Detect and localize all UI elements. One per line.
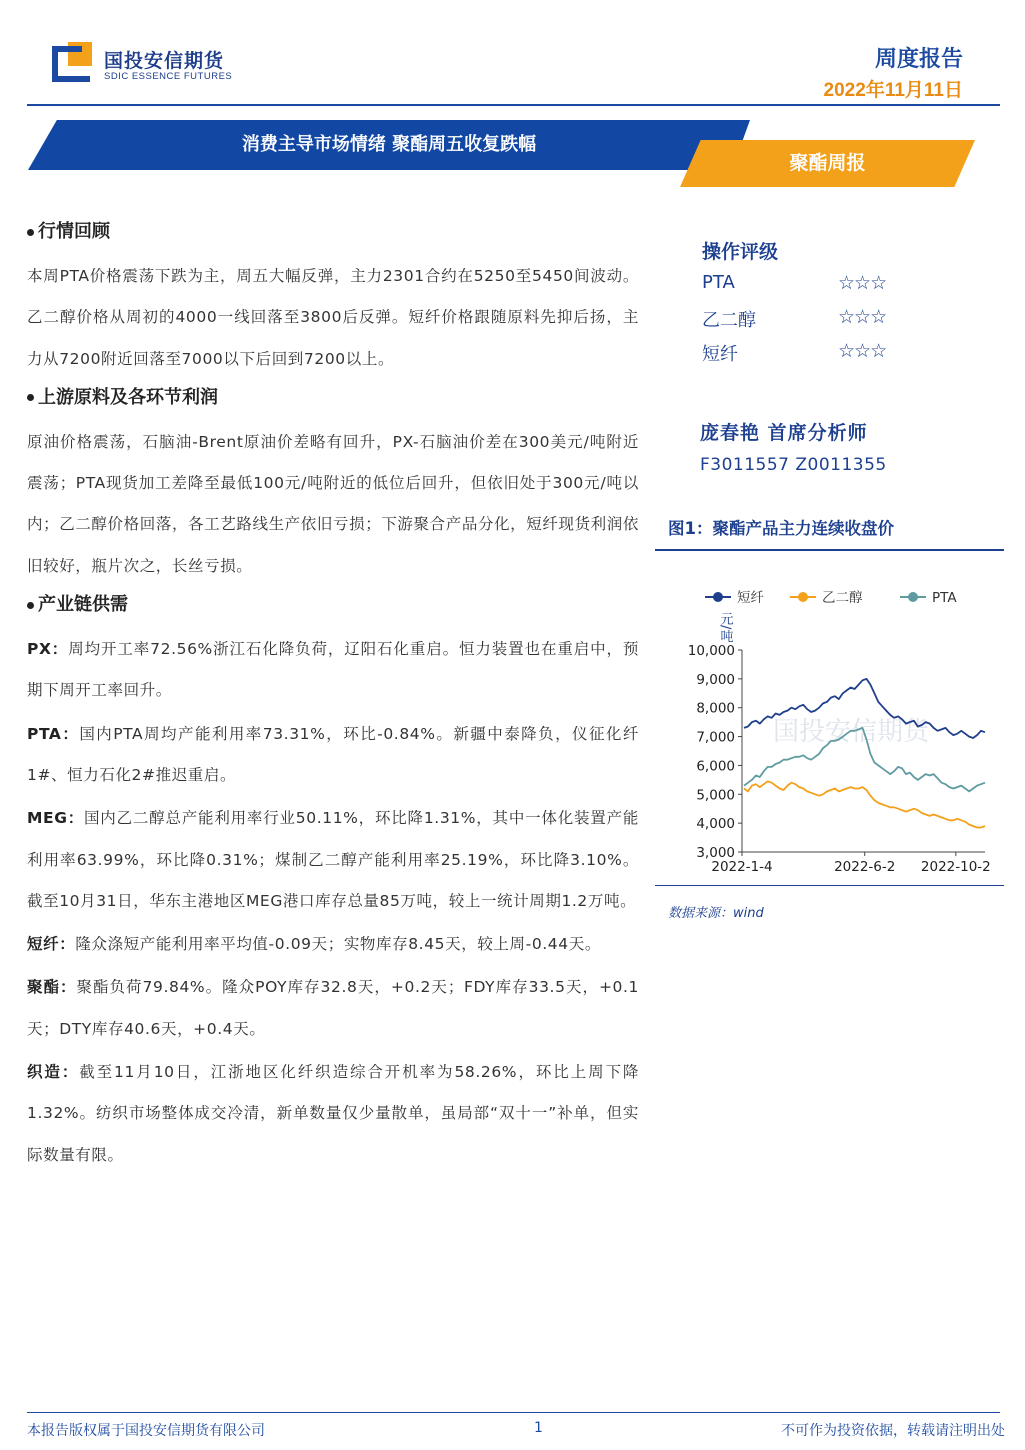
report-date: 2022年11月11日 — [823, 80, 963, 101]
company-logo — [52, 40, 232, 90]
price-chart-svg — [655, 575, 1007, 885]
rating-name: 短纤 — [702, 344, 738, 365]
series-line-1 — [744, 781, 985, 827]
rating-name: PTA — [702, 272, 735, 293]
y-axis-label: 元/吨 — [717, 612, 733, 643]
data-source: 数据来源：wind — [668, 906, 764, 921]
logo-en-text: SDIC ESSENCE FUTURES — [104, 71, 233, 82]
bullet-icon — [27, 394, 34, 401]
header-divider — [27, 104, 1000, 106]
y-tick-label: 3,000 — [696, 845, 735, 861]
paragraph-px: PX：周均开工率72.56%浙江石化降负荷，辽阳石化重启。恒力装置也在重启中，预期下周开工率回升。 — [27, 640, 639, 700]
y-tick-label: 5,000 — [696, 787, 735, 804]
footer-divider — [27, 1412, 1000, 1413]
legend-label-1: 乙二醇 — [822, 590, 863, 606]
section-title: 产业链供需 — [27, 589, 639, 629]
rating-title: 操作评级 — [702, 241, 779, 263]
legend-marker-0 — [713, 592, 723, 602]
report-tag: 聚酯周报 — [789, 152, 866, 174]
y-tick-label: 4,000 — [696, 816, 735, 833]
chart-watermark: 国投安信期货 — [773, 717, 930, 747]
logo-cn-text: 国投安信期货 — [104, 50, 225, 72]
rating-row-pta — [702, 272, 912, 300]
rating-row-staple-fiber — [702, 340, 912, 368]
star-icon: ☆☆☆ — [838, 340, 887, 362]
analyst-name: 庞春艳 首席分析师 — [700, 422, 868, 444]
y-tick-label: 7,000 — [696, 729, 735, 746]
x-tick-label: 2022-10-2 — [920, 859, 991, 875]
paragraph: 原油价格震荡，石脑油-Brent原油价差略有回升，PX-石脑油价差在300美元/吨附近震荡；PTA现货加工差降至最低100元/吨附近的低位后回升，但依旧处于300元/吨以内；乙二醇价格回落，各工艺路线生产依旧亏损；下游聚合产品分化，短纤现货利润依旧较好，瓶片次之，长丝亏损。 — [27, 432, 639, 575]
rating-name: 乙二醇 — [702, 310, 756, 331]
section-title: 行情回顾 — [27, 216, 639, 256]
legend-marker-2 — [908, 592, 918, 602]
disclaimer: 不可作为投资依据，转载请注明出处 — [781, 1423, 1005, 1439]
main-content — [27, 216, 639, 1178]
report-title: 消费主导市场情绪 聚酯周五收复跌幅 — [241, 134, 537, 155]
analyst-license-ids: F3011557 Z0011355 — [700, 455, 887, 475]
report-type: 周度报告 — [874, 47, 963, 72]
y-tick-label: 8,000 — [696, 700, 735, 717]
star-icon: ☆☆☆ — [838, 306, 887, 328]
figure-divider — [655, 549, 1004, 551]
rating-row-meg — [702, 306, 912, 334]
paragraph-pta: PTA：国内PTA周均产能利用率73.31%，环比-0.84%。新疆中泰降负，仪征化纤1#、恒力石化2#推迟重启。 — [27, 724, 639, 784]
paragraph-polyester: 聚酯：聚酯负荷79.84%。隆众POY库存32.8天，+0.2天；FDY库存33.5天，+0.1天；DTY库存40.6天，+0.4天。 — [27, 978, 639, 1038]
x-tick-label: 2022-1-4 — [711, 859, 773, 875]
paragraph-weaving: 织造：截至11月10日，江浙地区化纤织造综合开机率为58.26%，环比上周下降1.32%。纺织市场整体成交冷清，新单数量仅少量散单，虽局部“双十一”补单，但实际数量有限。 — [27, 1063, 639, 1164]
copyright-notice: 本报告版权属于国投安信期货有限公司 — [27, 1423, 265, 1439]
page-number: 1 — [534, 1420, 543, 1436]
legend-marker-1 — [798, 592, 808, 602]
y-tick-label: 10,000 — [687, 643, 735, 659]
section-title: 上游原料及各环节利润 — [27, 382, 639, 422]
paragraph: 本周PTA价格震荡下跌为主，周五大幅反弹，主力2301合约在5250至5450间波动。乙二醇价格从周初的4000一线回落至3800后反弹。短纤价格跟随原料先抑后扬，主力从7200附近回落至7000以下后回到7200以上。 — [27, 267, 639, 368]
legend-label-2: PTA — [932, 590, 957, 606]
x-tick-label: 2022-6-2 — [834, 859, 896, 875]
logo-mark-icon — [52, 42, 94, 84]
bullet-icon — [27, 229, 34, 236]
paragraph-meg: MEG：国内乙二醇总产能利用率行业50.11%，环比降1.31%，其中一体化装置产能利用率63.99%，环比降0.31%；煤制乙二醇产能利用率25.19%，环比降3.10%。截至10月31日，华东主港地区MEG港口库存总量85万吨，较上一统计周期1.2万吨。 — [27, 809, 639, 910]
figure-title: 图1：聚酯产品主力连续收盘价 — [668, 519, 894, 538]
legend-label-0: 短纤 — [737, 590, 764, 606]
paragraph-staple-fiber: 短纤：隆众涤短产能利用率平均值-0.09天；实物库存8.45天，较上周-0.44天。 — [27, 935, 601, 954]
y-tick-label: 6,000 — [696, 758, 735, 775]
price-chart — [655, 575, 1007, 885]
chart-divider — [655, 885, 1004, 886]
bullet-icon — [27, 602, 34, 609]
y-tick-label: 9,000 — [696, 671, 735, 688]
star-icon: ☆☆☆ — [838, 272, 887, 294]
